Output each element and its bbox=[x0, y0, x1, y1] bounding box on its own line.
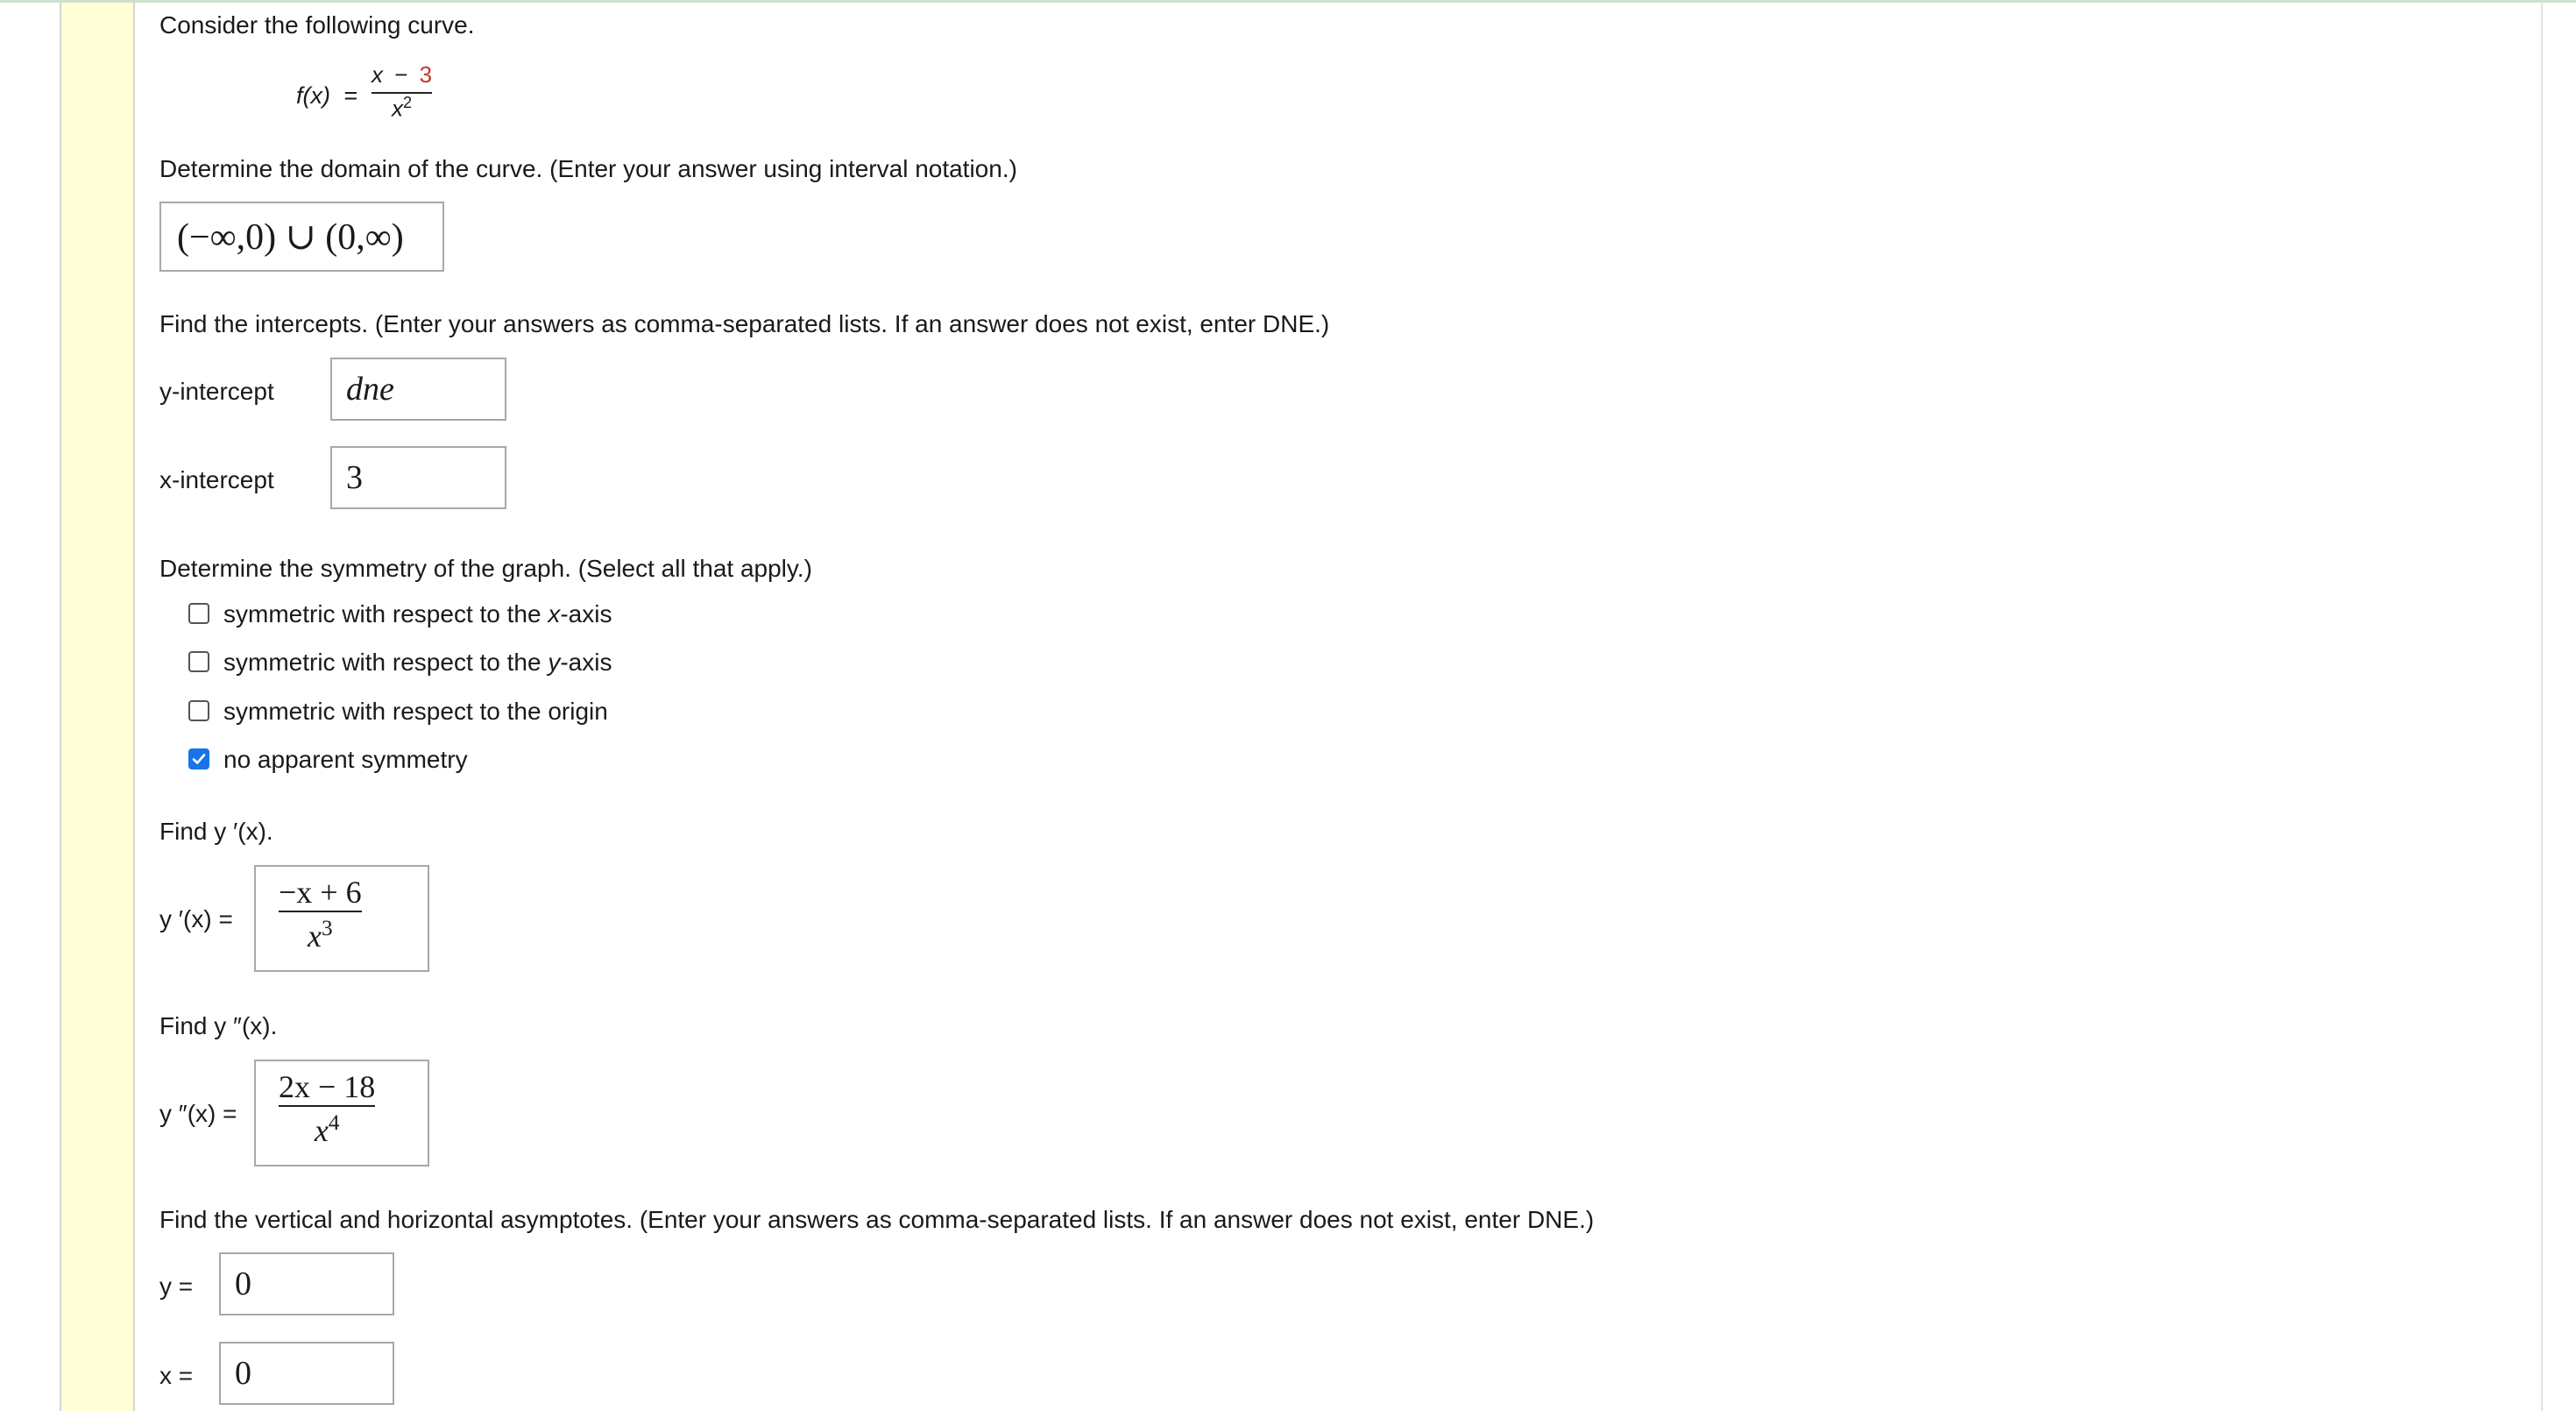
right-border bbox=[2541, 3, 2543, 1411]
symmetry-origin-checkbox[interactable] bbox=[188, 700, 209, 721]
vertical-asymptote-field[interactable] bbox=[219, 1342, 394, 1405]
function-lhs bbox=[296, 81, 357, 110]
x-intercept-label: x-intercept bbox=[159, 466, 274, 493]
horizontal-asymptote-label: y = bbox=[159, 1273, 194, 1300]
symmetry-x-axis-checkbox[interactable] bbox=[188, 603, 209, 624]
question-side-column bbox=[61, 3, 135, 1411]
domain-answer-field[interactable] bbox=[159, 202, 444, 272]
vertical-asymptote-label: x = bbox=[159, 1362, 194, 1389]
symmetry-origin-label: symmetric with respect to the origin bbox=[223, 698, 608, 725]
symmetry-x-axis-label: symmetric with respect to the x-axis bbox=[223, 600, 612, 628]
second-derivative-field[interactable] bbox=[254, 1060, 429, 1166]
vertical-asymptote-value: 0 bbox=[235, 1355, 251, 1392]
domain-prompt: Determine the domain of the curve. (Enter your answer using interval notation.) bbox=[159, 155, 1017, 182]
function-fraction bbox=[372, 61, 432, 123]
y-intercept-value: dne bbox=[346, 371, 394, 408]
domain-answer-value: (−∞,0) ∪ (0,∞) bbox=[177, 217, 404, 258]
first-derivative-label: y ′(x) = bbox=[159, 905, 233, 932]
second-derivative-fraction bbox=[279, 1070, 375, 1147]
symmetry-y-axis-checkbox[interactable] bbox=[188, 651, 209, 672]
function-numerator: x − 3 bbox=[372, 61, 433, 88]
first-derivative-fraction bbox=[279, 876, 362, 953]
function-equals: = bbox=[343, 82, 358, 109]
x-intercept-value: 3 bbox=[346, 459, 363, 496]
left-margin bbox=[0, 3, 61, 1411]
second-derivative-prompt: Find y ″(x). bbox=[159, 1012, 278, 1039]
intro-text: Consider the following curve. bbox=[159, 11, 475, 39]
first-derivative-numerator: −x + 6 bbox=[279, 875, 362, 910]
y-intercept-label: y-intercept bbox=[159, 378, 274, 405]
symmetry-y-axis-label: symmetric with respect to the y-axis bbox=[223, 649, 612, 676]
asymptotes-prompt: Find the vertical and horizontal asymptotes. (Enter your answers as comma-separated lists. If an answer does not exist, enter DNE.) bbox=[159, 1206, 1595, 1233]
intercepts-prompt: Find the intercepts. (Enter your answers as comma-separated lists. If an answer does not exist, enter DNE.) bbox=[159, 310, 1330, 337]
x-intercept-field[interactable] bbox=[330, 446, 506, 509]
no-symmetry-label: no apparent symmetry bbox=[223, 746, 468, 773]
symmetry-prompt: Determine the symmetry of the graph. (Select all that apply.) bbox=[159, 555, 812, 582]
check-icon bbox=[192, 752, 206, 766]
function-denominator: $x^2$ bbox=[392, 94, 413, 122]
function-constant: 3 bbox=[419, 61, 433, 88]
first-derivative-denominator: $x^3$ bbox=[308, 917, 333, 954]
horizontal-asymptote-value: 0 bbox=[235, 1266, 251, 1302]
first-derivative-prompt: Find y ′(x). bbox=[159, 818, 273, 845]
top-border bbox=[0, 0, 2576, 3]
second-derivative-label: y ″(x) = bbox=[159, 1100, 237, 1127]
first-derivative-field[interactable] bbox=[254, 865, 429, 972]
no-symmetry-checkbox[interactable] bbox=[188, 748, 209, 769]
second-derivative-numerator: 2x − 18 bbox=[279, 1069, 376, 1104]
second-derivative-denominator: $x^4$ bbox=[314, 1111, 340, 1148]
function-name: f(x) bbox=[296, 82, 330, 109]
y-intercept-field[interactable] bbox=[330, 358, 506, 421]
horizontal-asymptote-field[interactable] bbox=[219, 1252, 394, 1315]
